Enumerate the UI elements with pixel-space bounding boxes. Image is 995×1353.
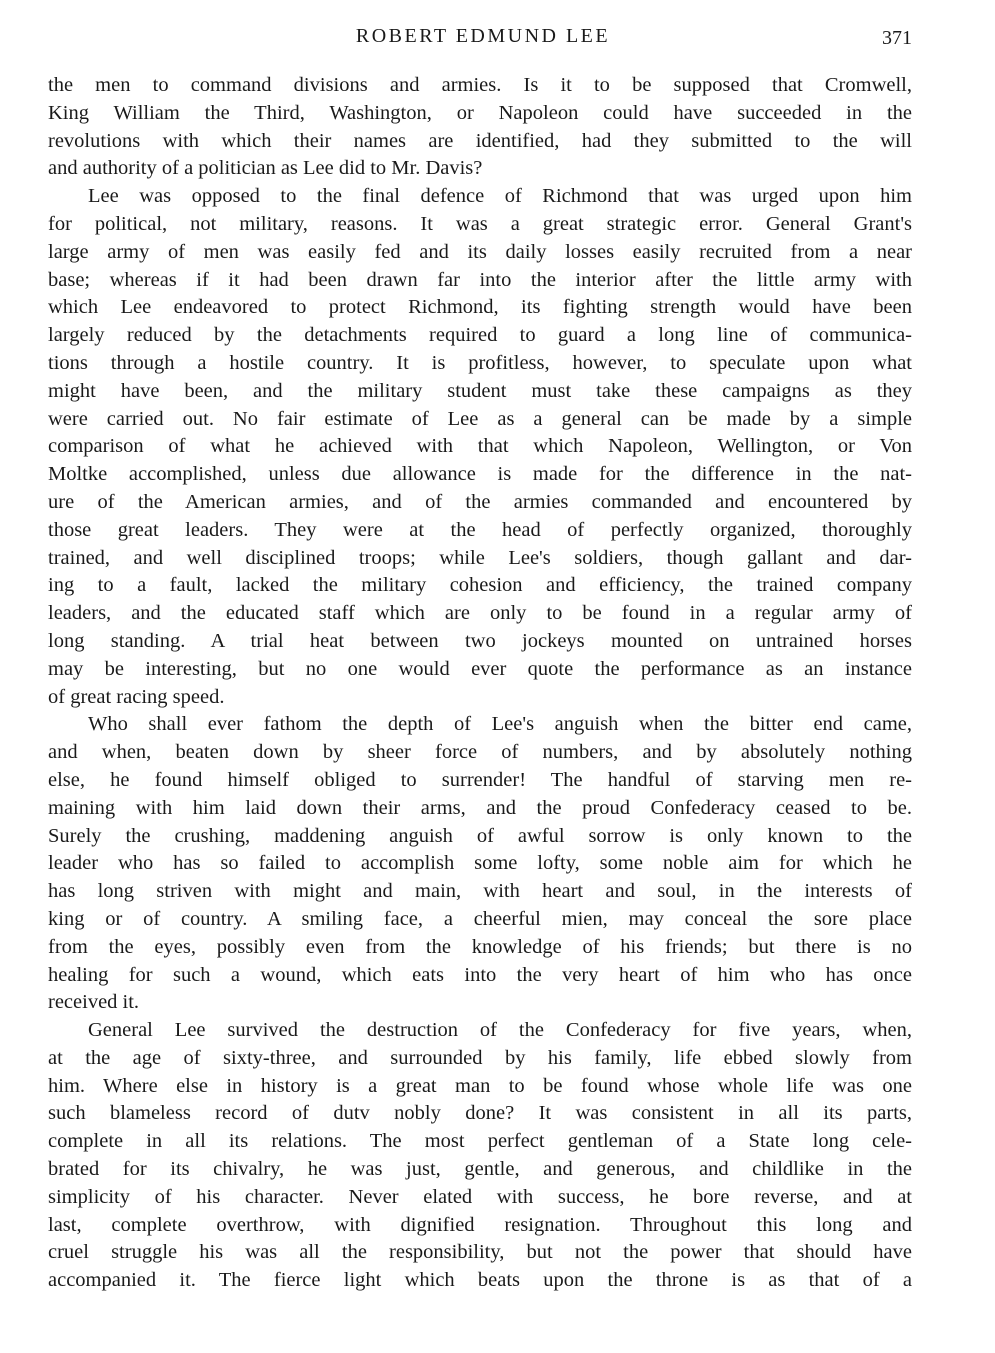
text-line: revolutions with which their names are identified, had they submitted to the will (48, 129, 912, 152)
text-line: Lee was opposed to the final defence of Richmond that was urged upon him (88, 185, 912, 208)
text-line: last, complete overthrow, with dignified resignation. Throughout this long and (48, 1213, 912, 1236)
page-number: 371 (882, 27, 912, 49)
text-line: Surely the crushing, maddening anguish of awful sorrow is only known to the (48, 824, 912, 847)
running-head (48, 22, 918, 52)
text-line: largely reduced by the detachments required to guard a long line of communica- (48, 324, 912, 347)
text-line: cruel struggle his was all the responsibility, but not the power that should have (48, 1241, 912, 1264)
text-line: the men to command divisions and armies. Is it to be supposed that Cromwell, (48, 74, 912, 96)
text-line: comparison of what he achieved with that which Napoleon, Wellington, or Von (48, 435, 912, 458)
text-line: which Lee endeavored to protect Richmond, its fighting strength would have been (48, 296, 912, 319)
paragraph (48, 72, 912, 183)
text-line: brated for its chivalry, he was just, gentle, and generous, and childlike in the (48, 1158, 912, 1181)
text-line: ing to a fault, lacked the military cohesion and efficiency, the trained company (48, 574, 912, 597)
text-line: long standing. A trial heat between two jockeys mounted on untrained horses (48, 629, 912, 652)
text-line: has long striven with might and main, with heart and soul, in the interests of (48, 880, 912, 903)
body-text (48, 72, 912, 1295)
text-line: trained, and well disciplined troops; while Lee's soldiers, though gallant and dar- (48, 546, 912, 569)
text-line: complete in all its relations. The most perfect gentleman of a State long cele- (48, 1130, 912, 1153)
text-line: might have been, and the military student must take these campaigns as they (48, 379, 912, 402)
text-line: at the age of sixty-three, and surrounded by his family, life ebbed slowly from (48, 1046, 912, 1069)
paragraph (48, 183, 912, 711)
text-line: such blameless record of dutv nobly done? It was consistent in all its parts, (48, 1102, 912, 1125)
text-line: and authority of a politician as Lee did to Mr. Davis? (48, 157, 483, 180)
text-line: base; whereas if it had been drawn far into the interior after the little army with (48, 268, 912, 291)
text-line: king or of country. A smiling face, a cheerful mien, may conceal the sore place (48, 907, 912, 930)
paragraph (48, 1017, 912, 1295)
text-line: Moltke accomplished, unless due allowance is made for the difference in the nat- (48, 463, 912, 486)
text-line: may be interesting, but no one would ever quote the performance as an instance (48, 657, 912, 680)
running-title: ROBERT EDMUND LEE (355, 25, 611, 47)
text-line: and when, beaten down by sheer force of numbers, and by absolutely nothing (48, 741, 912, 764)
text-line: leader who has so failed to accomplish some lofty, some noble aim for which he (48, 852, 912, 875)
text-line: large army of men was easily fed and its daily losses easily recruited from a near (48, 240, 912, 263)
paragraph (48, 711, 912, 1017)
text-line: from the eyes, possibly even from the knowledge of his friends; but there is no (48, 935, 912, 958)
text-line: were carried out. No fair estimate of Lee as a general can be made by a simple (48, 407, 912, 430)
text-line: of great racing speed. (48, 685, 225, 708)
text-line: General Lee survived the destruction of the Confederacy for five years, when, (88, 1019, 912, 1042)
text-line: for political, not military, reasons. It was a great strategic error. General Grant's (48, 212, 912, 235)
text-line: ure of the American armies, and of the armies commanded and encountered by (48, 490, 912, 513)
text-line: those great leaders. They were at the head of perfectly organized, thoroughly (48, 518, 912, 541)
text-line: King William the Third, Washington, or Napoleon could have succeeded in the (48, 101, 912, 124)
text-line: received it. (48, 991, 140, 1014)
text-line: maining with him laid down their arms, and the proud Confederacy ceased to be. (48, 796, 912, 819)
text-line: else, he found himself obliged to surrender! The handful of starving men re- (48, 768, 912, 791)
text-line: him. Where else in history is a great man to be found whose whole life was one (48, 1074, 912, 1097)
text-line: accompanied it. The fierce light which beats upon the throne is as that of a (48, 1269, 912, 1292)
text-line: tions through a hostile country. It is profitless, however, to speculate upon what (48, 351, 912, 374)
text-line: healing for such a wound, which eats into the very heart of him who has once (48, 963, 912, 986)
text-line: Who shall ever fathom the depth of Lee's anguish when the bitter end came, (88, 713, 912, 736)
text-line: leaders, and the educated staff which are only to be found in a regular army of (48, 602, 912, 625)
text-line: simplicity of his character. Never elated with success, he bore reverse, and at (48, 1185, 912, 1208)
